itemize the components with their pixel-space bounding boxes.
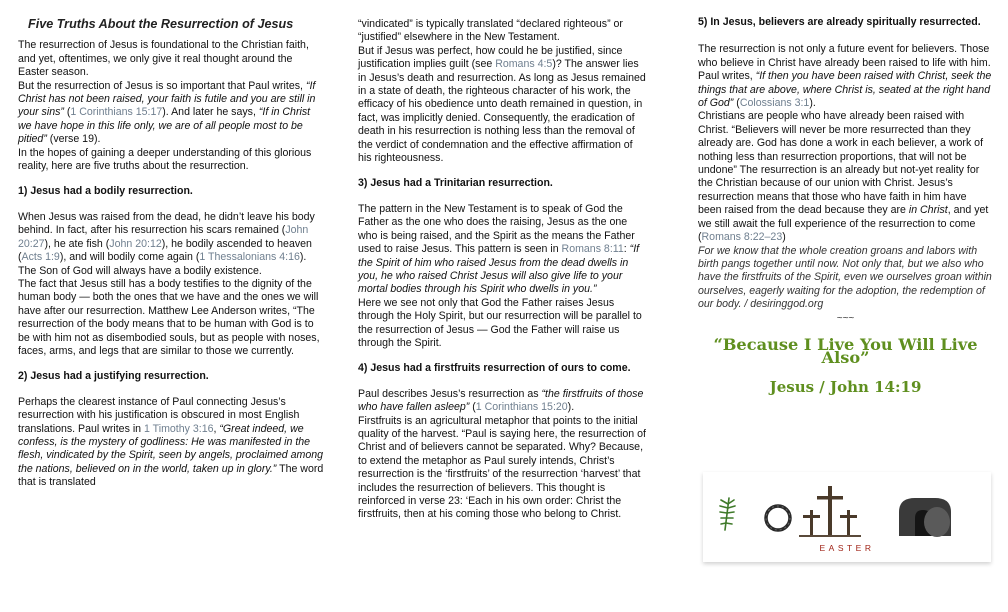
scripture-reference[interactable]: Romans 4:5	[495, 58, 553, 71]
closing-quote: For we know that the whole creation groans and labors with birth pangs together until now. Not only that, but we also who have the firstfruits of the Spirit, even we ourselves groan within ourselves, eagerly waiting for the adoption, the redemption of our body. / desiringgod.org	[698, 244, 992, 311]
page-title: Five Truths About the Resurrection of Jesus	[28, 17, 294, 31]
scripture-reference[interactable]: John 20:27	[18, 224, 309, 250]
easter-label: EASTER	[819, 543, 875, 553]
heading-truth-3: 3) Jesus had a Trinitarian resurrection.	[358, 177, 553, 190]
crown-of-thorns-icon	[766, 506, 790, 530]
column-1	[18, 18, 324, 490]
heading-truth-4: 4) Jesus had a firstfruits resurrection of ours to come.	[358, 362, 631, 375]
scripture-reference[interactable]: Romans 8:22–23	[701, 231, 783, 244]
intro-paragraph-2: But the resurrection of Jesus is so important that Paul writes, “If Christ has not been raised, your faith is futile and you are still in your sins” (1 Corinthians 15:17). And later he says, “If in Christ we have hope in this life only, we are of all people most to be pitied” (verse 19).	[18, 79, 316, 146]
truth-1-paragraph-1: When Jesus was raised from the dead, he didn’t leave his body behind. In fact, after his resurrection his scars remained (John 20:27), he ate fish (John 20:12), he bodily ascended to heaven (Acts 1:9), and will bodily come again (1 Thessalonians 4:16). The Son of God will always have a bodily existence.	[18, 210, 315, 277]
intro-paragraph-3: In the hopes of gaining a deeper understanding of this glorious reality, here are five truths about the resurrection.	[18, 146, 312, 173]
truth-4-paragraph-1: Paul describes Jesus’s resurrection as “the firstfruits of those who have fallen asleep” (1 Corinthians 15:20).	[358, 387, 644, 414]
heading-truth-1: 1) Jesus had a bodily resurrection.	[18, 185, 193, 198]
three-crosses-icon	[799, 486, 861, 537]
truth-5-paragraph-1: The resurrection is not only a future event for believers. Those who believe in Christ have already been raised to life with him. Paul writes, “If then you have been raised with Christ, seek the things that are above, where Christ is, seated at the right hand of God” (Colossians 3:1).	[698, 43, 992, 110]
scripture-reference[interactable]: Romans 8:11	[561, 243, 624, 256]
truth-5-paragraph-2: Christians are people who have already been raised with Christ. “Believers will never be more resurrected than they already are. God has done a work in each believer, a work of nothing less than resurrection proportions, that will not be undone” The resurrection is an already but not-yet reality for the Christian because of our union with Christ. Jesus’s resurrection means that those who have faith in him have been raised from the dead because they are in Christ, and yet we still await the full experience of the resurrection to come (Romans 8:22–23)	[698, 110, 989, 244]
scripture-reference[interactable]: 1 Timothy 3:16	[144, 422, 214, 435]
truth-2-paragraph-1: Perhaps the clearest instance of Paul connecting Jesus’s resurrection with his justification is obscured in most English translations. Paul writes in 1 Timothy 3:16, “Great indeed, we confess, is the mystery of godliness: He was manifested in the flesh, vindicated by the Spirit, seen by angels, proclaimed among the nations, believed on in the world, taken up in glory.” The word that is translated	[18, 395, 324, 489]
truth-1-paragraph-2: The fact that Jesus still has a body testifies to the dignity of the human body — both the ones that we have and the ones we will have after our resurrection. Matthew Lee Anderson writes, “The resurrection of the body means that to be human with God is to be with him not as disembodied souls, but as people with noses, faces, arms, and legs that are similar to those we currently.	[18, 277, 320, 357]
scripture-reference[interactable]: Colossians 3:1	[739, 97, 810, 110]
column-2	[358, 18, 648, 522]
scripture-reference[interactable]: 1 Corinthians 15:20	[475, 401, 568, 414]
green-heading-reference: Jesus / John 14:19	[769, 378, 922, 397]
truth-2-paragraph-3: But if Jesus was perfect, how could he be justified, since justification implies guilt (see Romans 4:5)? The answer lies in Jesus’s death and resurrection. As long as Jesus remained in a state of death, the righteous character of his work, the efficacy of his obedience unto death remained in question, in fact, was implicitly denied. Consequently, the eradication of death in his resurrection is nothing less than the removal of the verdict of condemnation and the effective affirmation of his righteousness.	[358, 44, 646, 165]
palm-branch-icon	[720, 498, 735, 530]
heading-truth-2: 2) Jesus had a justifying resurrection.	[18, 370, 209, 383]
scripture-reference[interactable]: John 20:12	[109, 237, 162, 250]
intro-paragraph-1: The resurrection of Jesus is foundational to the Christian faith, and yet, oftentimes, we only give it real thought around the Easter season.	[18, 39, 309, 79]
truth-4-paragraph-2: Firstfruits is an agricultural metaphor that points to the initial quality of the harvest. “Paul is saying here, the resurrection of Christ and of believers cannot be separated. Why? Because, to extend the metaphor as Paul surely intends, Christ’s resurrection is the ‘firstfruits’ of the resurrection ‘harvest’ that includes the resurrection of believers. This thought is reinforced in verse 23: ‘Each in his own order: Christ the firstfruits, then at his coming those who belong to Christ.	[358, 414, 646, 521]
heading-truth-5: 5) In Jesus, believers are already spiritually resurrected.	[698, 16, 981, 28]
empty-tomb-icon	[899, 498, 951, 537]
column-3	[698, 16, 993, 395]
scripture-reference[interactable]: 1 Corinthians 15:17	[70, 106, 163, 119]
truth-3-paragraph-1: The pattern in the New Testament is to speak of God the Father as the one who does the raising, Jesus as the one who is being raised, and the Spirit as the means the Father used to raise Jesus. This pattern is seen in Romans 8:11: “If the Spirit of him who raised Jesus from the dead dwells in you, he who raised Christ Jesus will also give life to your mortal bodies through his Spirit who dwells in you.”	[358, 202, 640, 296]
truth-2-paragraph-2: “vindicated” is typically translated “declared righteous” or “justified” elsewhere in the New Testament.	[358, 18, 623, 44]
green-heading-quote: “Because I Live You Will Live Also”	[713, 334, 978, 367]
scripture-reference[interactable]: 1 Thessalonians 4:16	[199, 251, 300, 264]
truth-3-paragraph-2: Here we see not only that God the Father raises Jesus through the Holy Spirit, but our resurrection will be parallel to the resurrection of Jesus — God the Father will raise us through the Spirit.	[358, 296, 642, 349]
separator: ~~~	[836, 312, 855, 324]
easter-illustration	[703, 472, 991, 562]
scripture-reference[interactable]: Acts 1:9	[21, 251, 60, 264]
